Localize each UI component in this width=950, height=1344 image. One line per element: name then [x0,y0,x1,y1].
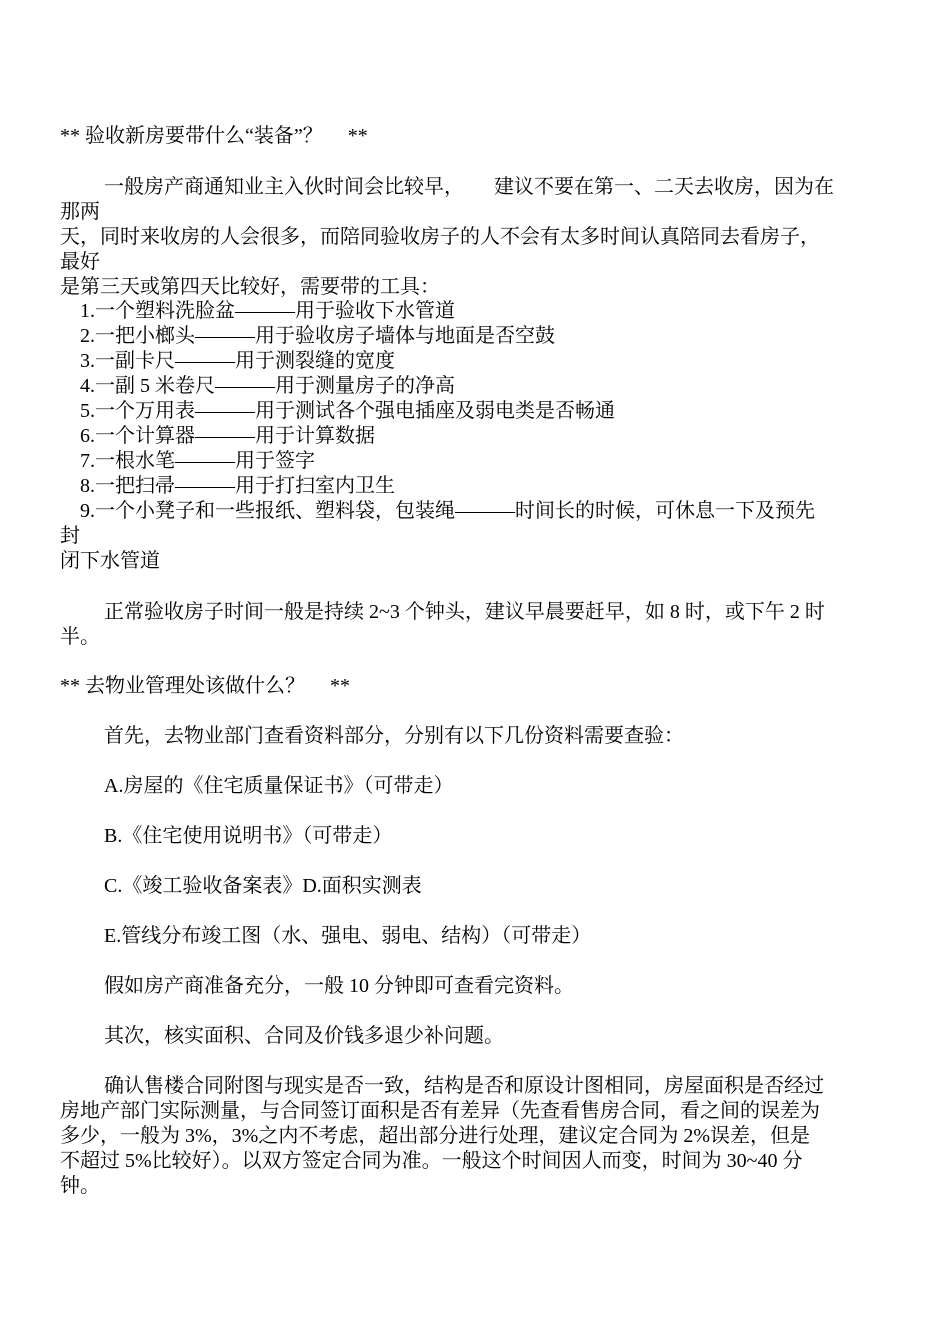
tool-item-6: 6.一个计算器———用于计算数据 [80,425,375,447]
para6-line3: 多少，一般为 3%，3%之内不考虑，超出部分进行处理，建议定合同为 2%误差，但是 [60,1125,810,1147]
para3: 首先，去物业部门查看资料部分，分别有以下几份资料需要查验： [104,725,684,747]
para1-line4: 最好 [60,251,100,273]
tool-item-9: 9.一个小凳子和一些报纸、塑料袋，包装绳———时间长的时候，可休息一下及预先 [80,500,815,522]
heading-equipment: ** 验收新房要带什么“装备”？ ** [60,125,368,147]
para6-line4: 不超过 5%比较好）。以双方签定合同为准。一般这个时间因人而变，时间为 30~40 分 [60,1150,803,1172]
doc-item-c-d: C.《竣工验收备案表》D.面积实测表 [104,875,422,897]
tool-item-8: 8.一把扫帚———用于打扫室内卫生 [80,475,395,497]
tool-item-1: 1.一个塑料洗脸盆———用于验收下水管道 [80,300,455,322]
para6-line5: 钟。 [60,1175,100,1197]
tool-item-9-tail: 闭下水管道 [60,550,160,572]
tool-item-2: 2.一把小榔头———用于验收房子墙体与地面是否空鼓 [80,325,555,347]
para1-line5: 是第三天或第四天比较好，需要带的工具： [60,276,440,298]
tool-item-5: 5.一个万用表———用于测试各个强电插座及弱电类是否畅通 [80,400,615,422]
tool-item-7: 7.一根水笔———用于签字 [80,450,315,472]
doc-item-e: E.管线分布竣工图（水、强电、弱电、结构）（可带走） [104,925,592,947]
para1-line3: 天，同时来收房的人会很多，而陪同验收房子的人不会有太多时间认真陪同去看房子， [60,226,820,248]
tool-item-9-wrap: 封 [60,525,80,547]
tool-item-4: 4.一副 5 米卷尺———用于测量房子的净高 [80,375,455,397]
para1-line2: 那两 [60,201,100,223]
para4: 假如房产商准备充分，一般 10 分钟即可查看完资料。 [104,975,574,997]
heading-property-management: ** 去物业管理处该做什么？ ** [60,675,350,697]
para2-line2: 半。 [60,626,100,648]
para6-line1: 确认售楼合同附图与现实是否一致，结构是否和原设计图相同，房屋面积是否经过 [104,1075,824,1097]
tool-item-3: 3.一副卡尺———用于测裂缝的宽度 [80,350,395,372]
doc-item-b: B.《住宅使用说明书》（可带走） [104,825,393,847]
para5: 其次，核实面积、合同及价钱多退少补问题。 [104,1025,504,1047]
doc-item-a: A.房屋的《住宅质量保证书》（可带走） [104,775,454,797]
para1-line1: 一般房产商通知业主入伙时间会比较早， 建议不要在第一、二天去收房，因为在 [104,176,834,198]
para6-line2: 房地产部门实际测量，与合同签订面积是否有差异（先查看售房合同，看之间的误差为 [60,1100,820,1122]
para2-line1: 正常验收房子时间一般是持续 2~3 个钟头，建议早晨要赶早，如 8 时，或下午 2 时 [104,601,825,623]
